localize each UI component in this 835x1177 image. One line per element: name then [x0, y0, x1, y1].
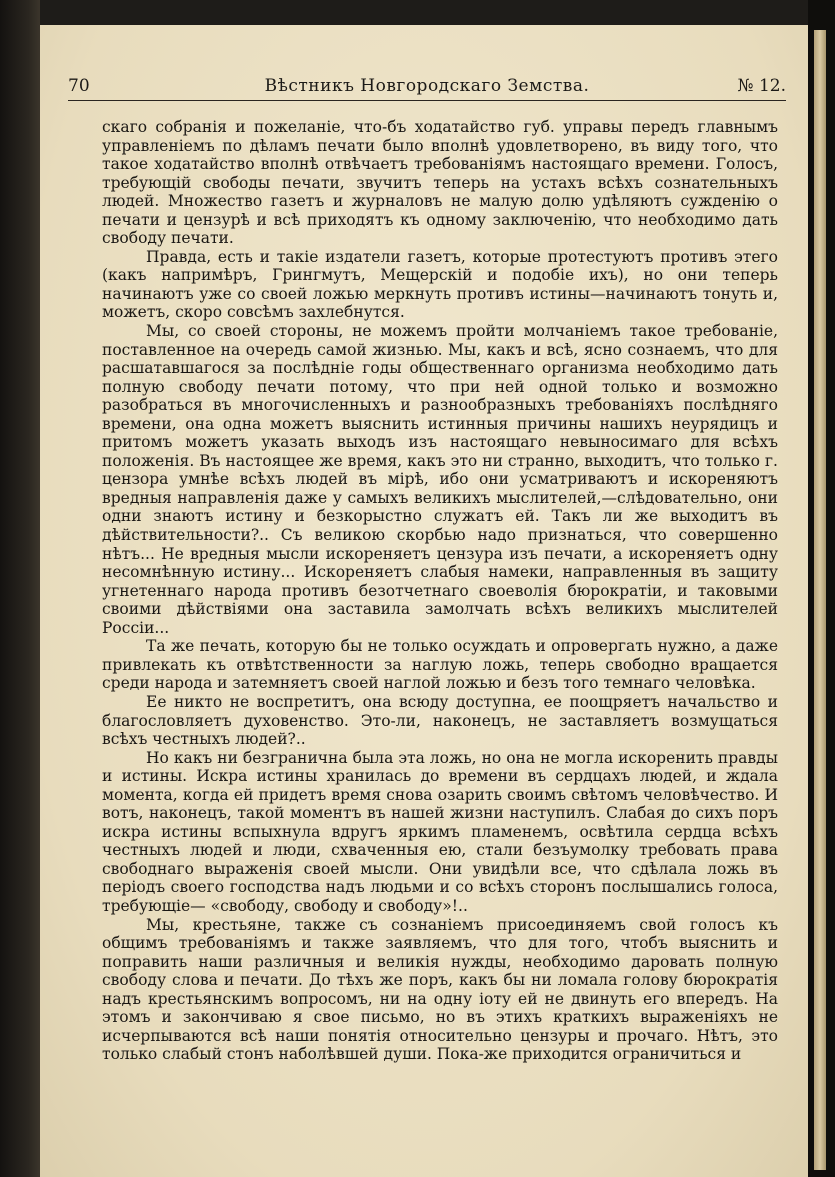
page-edge-strip: [814, 30, 826, 1170]
paragraph-7: Мы, крестьяне, также съ сознаніемъ присоединяемъ свой голосъ къ общимъ требованіямъ и также заявляемъ, что для того, чтобъ выяснить и поправить наши различныя и великія нужды, необходимо даровать полную свободу слова и печати. До тѣхъ же поръ, какъ бы ни ломала голову бюрократія надъ крестьянскимъ вопросомъ, ни на одну іоту ей не двинуть его впередъ. На этомъ и закончиваю я свое письмо, но въ этихъ краткихъ выраженіяхъ не исчерпываются всѣ наши понятія относительно цензуры и прочаго. Нѣтъ, это только слабый стонъ наболѣвшей души. Пока-же приходится ограничиться и: [102, 915, 778, 1064]
page-number: 70: [68, 76, 90, 96]
paragraph-4: Та же печать, которую бы не только осуждать и опровергать нужно, а даже привлекать къ отвѣтственности за наглую ложь, теперь свободно вращается среди народа и затемняетъ своей наглой ложью и безъ того темнаго человѣка.: [102, 637, 778, 693]
journal-title: Вѣстникъ Новгородскаго Земства.: [264, 76, 590, 96]
paragraph-6: Но какъ ни безгранична была эта ложь, но она не могла искоренить правды и истины. Искра истины хранилась до времени въ сердцахъ людей, и ждала момента, когда ей придетъ время снова озарить своимъ свѣтомъ человѣчество. И вотъ, наконецъ, такой моментъ въ нашей жизни наступилъ. Слабая до сихъ поръ искра истины вспыхнула вдругъ яркимъ пламенемъ, освѣтила сердца всѣхъ честныхъ людей и люди, схваченныя ею, стали безъумолку требовать права свободнаго выраженія своей мысли. Они увидѣли все, что сдѣлала ложь въ періодъ своего господства надъ людьми и со всѣхъ сторонъ послышались голоса, требующіе— «свободу, свободу и свободу»!..: [102, 748, 778, 915]
paragraph-2: Правда, есть и такіе издатели газетъ, которые протестуютъ противъ этего (какъ напримѣръ, Грингмутъ, Мещерскій и подобіе ихъ), но они теперь начинаютъ уже со своей ложью меркнуть противъ истины—начинаютъ тонуть и, можетъ, скоро совсѣмъ захлебнутся.: [102, 247, 778, 322]
book-spine-shadow: [0, 0, 40, 1177]
running-header: [68, 50, 786, 101]
paragraph-3: Мы, со своей стороны, не можемъ пройти молчаніемъ такое требованіе, поставленное на очередь самой жизнью. Мы, какъ и всѣ, ясно сознаемъ, что для расшатавшагося за послѣдніе годы общественнаго организма необходимо дать полную свободу печати потому, что при ней одной только и возможно разобраться въ многочисленныхъ и разнообразныхъ требованіяхъ послѣдняго времени, она одна можетъ выяснить истинныя причины нашихъ неурядицъ и притомъ можетъ указать выходъ изъ настоящаго невыносимаго для всѣхъ положенія. Въ настоящее же время, какъ это ни странно, выходитъ, что только г. цензора умнѣе всѣхъ людей въ мірѣ, ибо они усматриваютъ и искореняютъ вредныя направленія даже у самыхъ великихъ мыслителей,—слѣдовательно, они одни знаютъ истину и безкорыстно служатъ ей. Такъ ли же выходитъ въ дѣйствительности?.. Съ великою скорбью надо признаться, что совершенно нѣтъ... Не вредныя мысли искореняетъ цензура изъ печати, а искореняетъ одну несомнѣнную истину... Искореняетъ слабыя намеки, направленныя въ защиту угнетеннаго народа противъ безотчетнаго своеволія бюрократіи, и таковыми своими дѣйствіями она заставила замолчать всѣхъ великихъ мыслителей Россіи...: [102, 322, 778, 637]
article-body: [102, 118, 778, 1064]
issue-number: № 12.: [737, 76, 786, 96]
page-edge: [808, 0, 835, 1177]
paragraph-5: Ее никто не воспретитъ, она всюду доступна, ее поощряетъ начальство и благословляетъ духовенство. Это-ли, наконецъ, не заставляетъ возмущаться всѣхъ честныхъ людей?..: [102, 692, 778, 749]
paragraph-1: скаго собранія и пожеланіе, что-бъ ходатайство губ. управы передъ главнымъ управленіемъ по дѣламъ печати было вполнѣ удовлетворено, въ виду того, что такое ходатайство вполнѣ отвѣчаетъ требованіямъ настоящаго времени. Голосъ, требующій свободы печати, звучитъ теперь на устахъ всѣхъ сознательныхъ людей. Множество газетъ и журналовъ не малую долю удѣляютъ сужденію о печати и цензурѣ и всѣ приходятъ къ одному заключенію, что необходимо дать свободу печати.: [102, 118, 778, 248]
